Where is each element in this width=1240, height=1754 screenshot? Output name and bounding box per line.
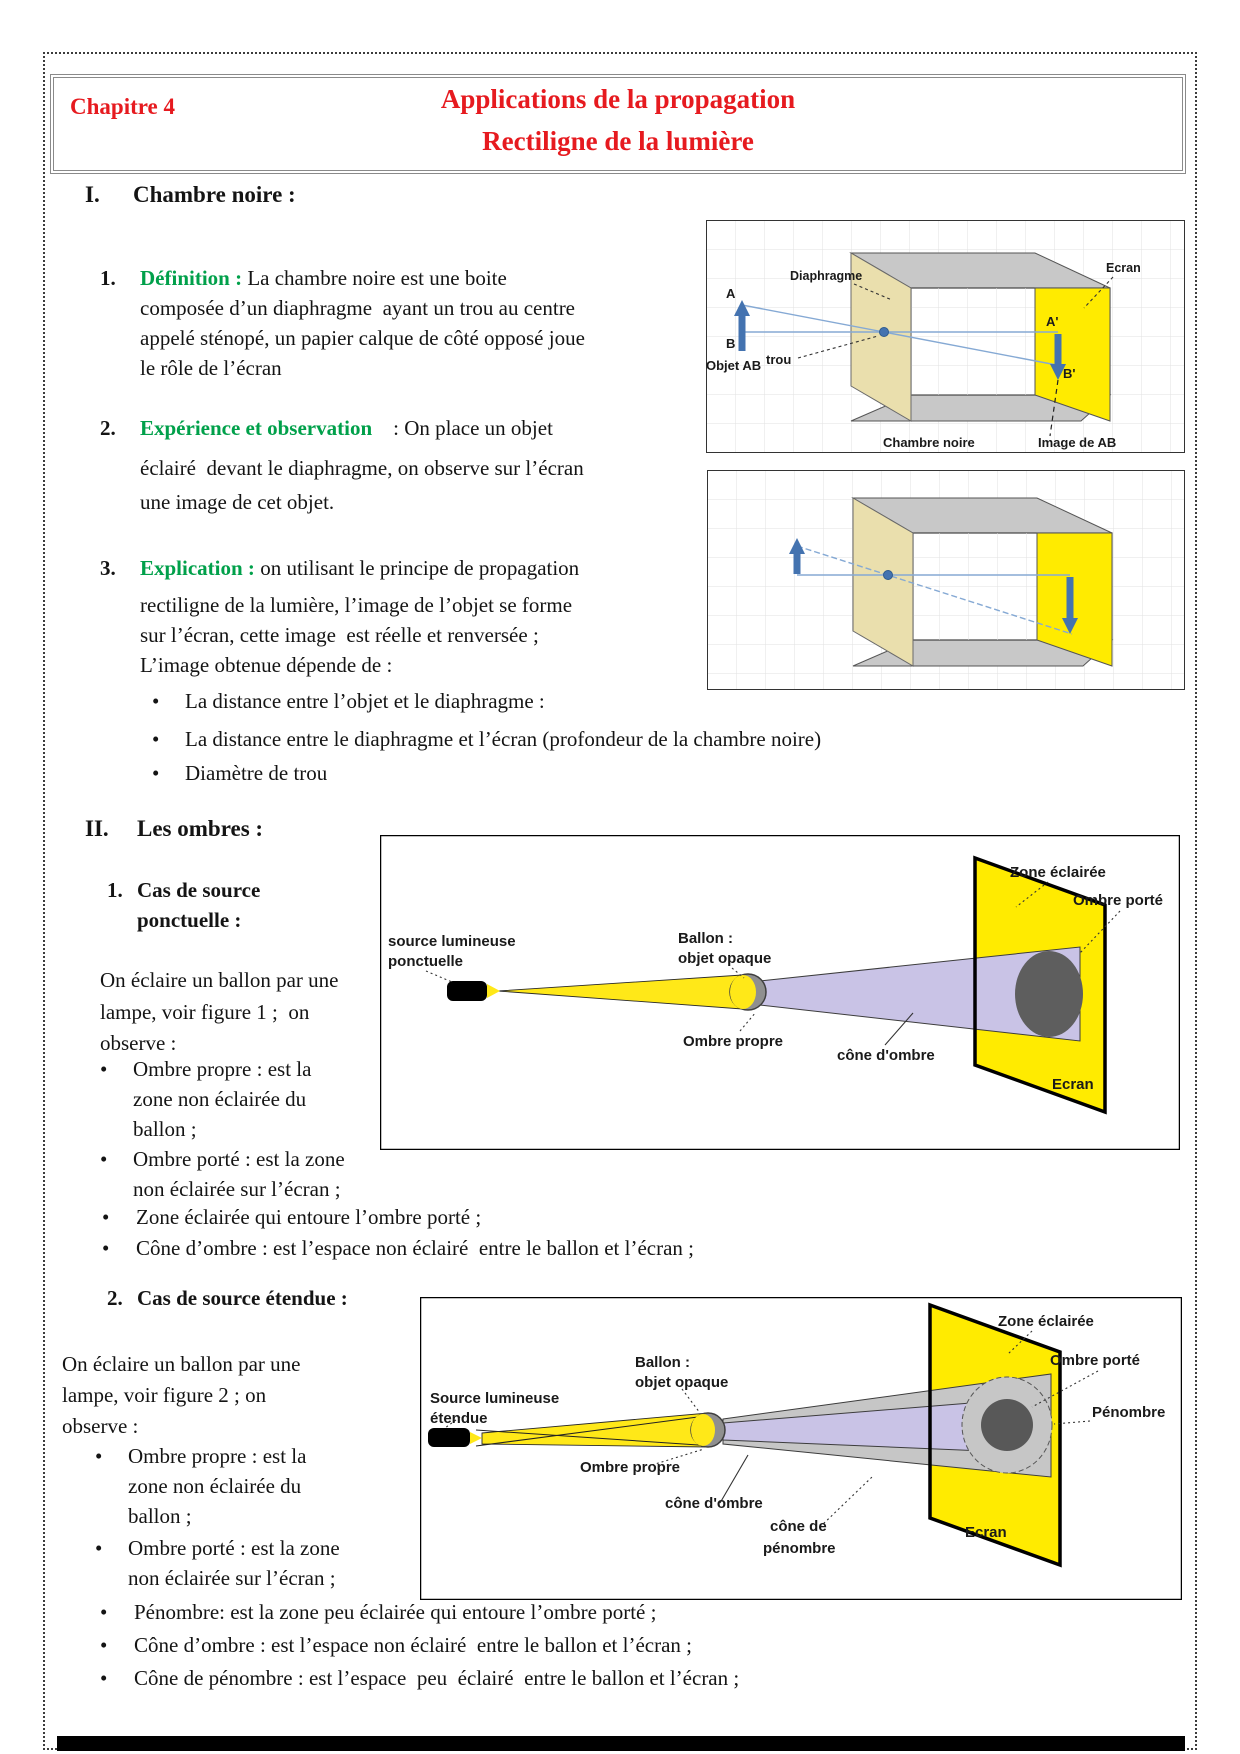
item2-text: : On place un objet [372, 416, 553, 440]
fig2-bullet1-line1: Ombre propre : est la [128, 1444, 307, 1468]
cast-shadow-circle [981, 1399, 1033, 1451]
fig1-bullet1-line1: Ombre propre : est la [133, 1057, 312, 1081]
section2-number: II. [85, 816, 109, 841]
bullet-glyph: • [100, 1147, 108, 1171]
objet-ab-label: Objet AB [706, 358, 762, 373]
lamp-icon [447, 981, 487, 1001]
cast-shadow-ellipse [1015, 951, 1083, 1037]
chambre-noire-label: Chambre noire [883, 435, 975, 450]
pinhole-dot [880, 328, 889, 337]
bullet-glyph: • [152, 761, 160, 785]
item1-text: La chambre noire est une boite [242, 266, 507, 290]
ecran-label: Ecran [1052, 1076, 1094, 1093]
item3-number: 3. [100, 556, 116, 580]
item2-heading: Expérience et observation [140, 416, 373, 440]
figure2-extended-source [420, 1297, 1182, 1600]
bullet-glyph: • [102, 1205, 110, 1229]
item3-text: on utilisant le principe de propagation [254, 556, 580, 580]
fig2-bullet2-line1: Ombre porté : est la zone [128, 1536, 340, 1560]
fig1-bullet1-line3: ballon ; [133, 1117, 197, 1141]
fig2-bullet2-line2: non éclairée sur l’écran ; [128, 1566, 336, 1590]
item1-line1 [140, 266, 507, 291]
fig1-bullet2-line2: non éclairée sur l’écran ; [133, 1177, 341, 1201]
section1-title: Chambre noire : [133, 182, 296, 207]
ball-lit-side [730, 975, 756, 1009]
image-de-ab-label: Image de AB [1038, 435, 1117, 450]
doc-title-line1: Applications de la propagation [440, 84, 796, 114]
figure1-point-source [380, 835, 1180, 1150]
pinhole-dot [884, 571, 893, 580]
bullet-glyph: • [100, 1633, 108, 1657]
bullet-glyph: • [152, 727, 160, 751]
source-label-line2: ponctuelle [388, 953, 464, 970]
camera-obscura-diagram-2 [707, 470, 1185, 690]
item3-line1 [140, 556, 579, 581]
fig1-intro-line1: On éclaire un ballon par une [100, 968, 339, 992]
sec2-wide-bullet5: Cône de pénombre : est l’espace peu éclairé entre le ballon et l’écran ; [134, 1666, 740, 1690]
sec1-bullet3: Diamètre de trou [185, 761, 328, 785]
case1-title-line2: ponctuelle : [137, 908, 242, 932]
sec2-wide-bullet1: Zone éclairée qui entoure l’ombre porté ; [136, 1205, 482, 1229]
source-label-line1: Source lumineuse [430, 1390, 560, 1407]
ballon-label-line2: objet opaque [678, 950, 772, 967]
item1-number: 1. [100, 266, 116, 290]
case1-title-line1: Cas de source [137, 878, 261, 902]
section2-title: Les ombres : [137, 816, 264, 841]
bullet-glyph: • [100, 1666, 108, 1690]
page-bottom-bar [57, 1736, 1185, 1751]
point-a-prime-label: A' [1046, 314, 1059, 329]
fig2-intro-line1: On éclaire un ballon par une [62, 1352, 301, 1376]
ballon-label-line1: Ballon : [635, 1354, 690, 1371]
item1-heading: Définition : [140, 266, 243, 290]
ombre-porte-label: Ombre porté [1073, 892, 1164, 909]
cone-ombre-label: cône d'ombre [837, 1047, 935, 1064]
trou-label: trou [766, 352, 792, 367]
camera-obscura-diagram-1 [706, 220, 1185, 453]
item3-heading: Explication : [140, 556, 255, 580]
penombre-label: Pénombre [1092, 1404, 1166, 1421]
sec1-bullet2: La distance entre le diaphragme et l’écran (profondeur de la chambre noire) [185, 727, 822, 751]
item2-number: 2. [100, 416, 116, 440]
ombre-propre-label: Ombre propre [580, 1459, 681, 1476]
item3-line2: rectiligne de la lumière, l’image de l’objet se forme [140, 593, 573, 617]
ombre-porte-label: Ombre porté [1050, 1352, 1141, 1369]
sec2-wide-bullet2: Cône d’ombre : est l’espace non éclairé entre le ballon et l’écran ; [136, 1236, 694, 1260]
item1-line4: le rôle de l’écran [140, 356, 282, 380]
cone-penombre-label-line1: cône de [770, 1518, 827, 1535]
source-label-line1: source lumineuse [388, 933, 516, 950]
fig2-bullet1-line2: zone non éclairée du [128, 1474, 302, 1498]
cone-ombre-label: cône d'ombre [665, 1495, 763, 1512]
bullet-glyph: • [100, 1600, 108, 1624]
section1-number: I. [85, 182, 100, 207]
bullet-glyph: • [102, 1236, 110, 1260]
item3-line4: L’image obtenue dépende de : [140, 653, 393, 677]
item1-line3: appelé sténopé, un papier calque de côté opposé joue [140, 326, 585, 350]
sec2-wide-bullet4: Cône d’ombre : est l’espace non éclairé entre le ballon et l’écran ; [134, 1633, 692, 1657]
sec2-wide-bullet3: Pénombre: est la zone peu éclairée qui entoure l’ombre porté ; [134, 1600, 657, 1624]
doc-title-line2: Rectiligne de la lumière [482, 126, 754, 156]
sec1-bullet1: La distance entre l’objet et le diaphragme : [185, 689, 545, 713]
diaphragme-label: Diaphragme [790, 269, 863, 283]
bullet-glyph: • [95, 1536, 103, 1560]
point-a-label: A [726, 286, 736, 301]
item2-line1 [140, 416, 553, 441]
zone-eclairee-label: Zone éclairée [1010, 864, 1106, 881]
point-b-prime-label: B' [1063, 366, 1076, 381]
item3-line3: sur l’écran, cette image est réelle et renversée ; [140, 623, 539, 647]
cone-penombre-label-line2: pénombre [763, 1540, 836, 1557]
case2-title: Cas de source étendue : [137, 1286, 348, 1310]
bullet-glyph: • [152, 689, 160, 713]
case2-number: 2. [107, 1286, 123, 1310]
item2-line2: éclairé devant le diaphragme, on observe sur l’écran [140, 456, 584, 480]
item2-line3: une image de cet objet. [140, 490, 335, 514]
chapter-label: Chapitre 4 [70, 94, 175, 119]
bullet-glyph: • [100, 1057, 108, 1081]
fig1-bullet1-line2: zone non éclairée du [133, 1087, 307, 1111]
fig2-bullet1-line3: ballon ; [128, 1504, 192, 1528]
fig1-intro-line3: observe : [100, 1031, 177, 1055]
zone-eclairee-label: Zone éclairée [998, 1313, 1094, 1330]
fig2-intro-line2: lampe, voir figure 2 ; on [62, 1383, 267, 1407]
bullet-glyph: • [95, 1444, 103, 1468]
ballon-label-line1: Ballon : [678, 930, 733, 947]
point-b-label: B [726, 336, 736, 351]
ballon-label-line2: objet opaque [635, 1374, 729, 1391]
fig2-intro-line3: observe : [62, 1414, 139, 1438]
ecran-label: Ecran [965, 1524, 1007, 1541]
ecran-label: Ecran [1106, 261, 1141, 275]
case1-number: 1. [107, 878, 123, 902]
fig1-bullet2-line1: Ombre porté : est la zone [133, 1147, 345, 1171]
source-label-line2: étendue [430, 1410, 488, 1427]
ombre-propre-label: Ombre propre [683, 1033, 784, 1050]
item1-line2: composée d’un diaphragme ayant un trou au centre [140, 296, 576, 320]
ball-lit-side [691, 1414, 715, 1446]
header-box [50, 74, 1186, 174]
lamp-icon [428, 1428, 470, 1447]
fig1-intro-line2: lampe, voir figure 1 ; on [100, 1000, 310, 1024]
